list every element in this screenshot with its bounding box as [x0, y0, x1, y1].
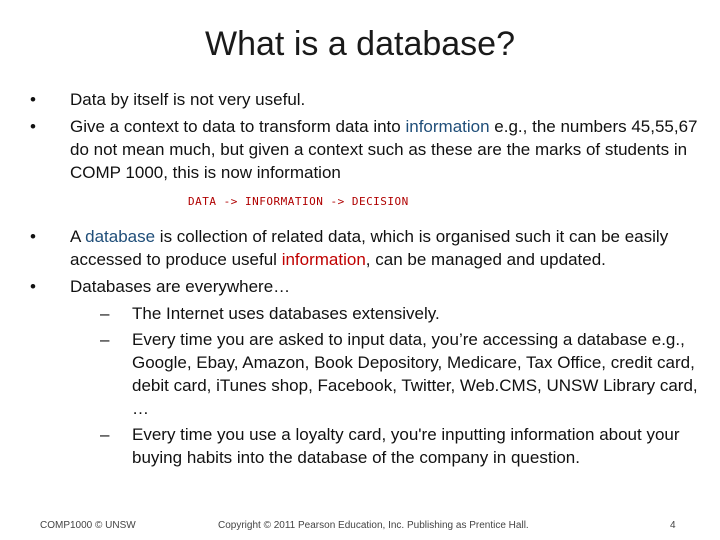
sub-bullet-text: Every time you use a loyalty card, you're inputting information about your buying habits into the database of the company in question. [132, 425, 680, 467]
sub-bullet-loyalty-card [30, 423, 710, 469]
bullet-dot: • [30, 227, 36, 246]
bullet-database-definition [30, 225, 710, 271]
sub-bullet-dash: – [100, 425, 110, 444]
text-run: e.g., the numbers 45,55,67 do not mean much, but given a context such as these are the marks of students in COMP 1000, this is now information [70, 117, 698, 182]
bullet-text [70, 225, 710, 271]
sub-bullet-text: Every time you are asked to input data, you’re accessing a database e.g., Google, Ebay, Amazon, Book Depository, Medicare, Tax Office, credit card, debit card, iTunes shop, Facebook, Twitter, Web.CMS, UNSW Library card, … [132, 330, 698, 418]
bullet-dot: • [30, 277, 36, 296]
keyword-information: information [281, 250, 366, 269]
bullet-text [70, 115, 710, 184]
text-run: , can be managed and updated. [365, 250, 606, 269]
sub-bullet-internet [30, 302, 710, 325]
bullet-dot: • [30, 117, 36, 136]
text-run: A [70, 227, 86, 246]
keyword-database: database [85, 227, 156, 246]
keyword-information: information [405, 117, 490, 136]
bullet-dot: • [30, 90, 36, 109]
sub-bullet-text: The Internet uses databases extensively. [132, 304, 440, 323]
bullet-data-useful [30, 88, 710, 111]
text-run: Give a context to data to transform data into [70, 117, 406, 136]
footer-copyright: Copyright © 2011 Pearson Education, Inc. Publishing as Prentice Hall. [218, 520, 529, 531]
data-flow-line: DATA -> INFORMATION -> DECISION [188, 195, 409, 208]
sub-bullet-dash: – [100, 304, 110, 323]
footer-page-number: 4 [670, 520, 676, 531]
slide-title: What is a database? [205, 25, 515, 63]
sub-bullet-dash: – [100, 330, 110, 349]
footer-course: COMP1000 © UNSW [40, 520, 136, 531]
sub-bullet-input-data [30, 328, 710, 420]
bullet-everywhere [30, 275, 710, 298]
text-run: is collection of related data, which is organised such it can be easily accessed to produce useful [70, 227, 669, 269]
slide-body [30, 88, 710, 472]
bullet-text: Databases are everywhere… [70, 277, 291, 296]
bullet-context [30, 115, 710, 184]
bullet-text: Data by itself is not very useful. [70, 90, 306, 109]
